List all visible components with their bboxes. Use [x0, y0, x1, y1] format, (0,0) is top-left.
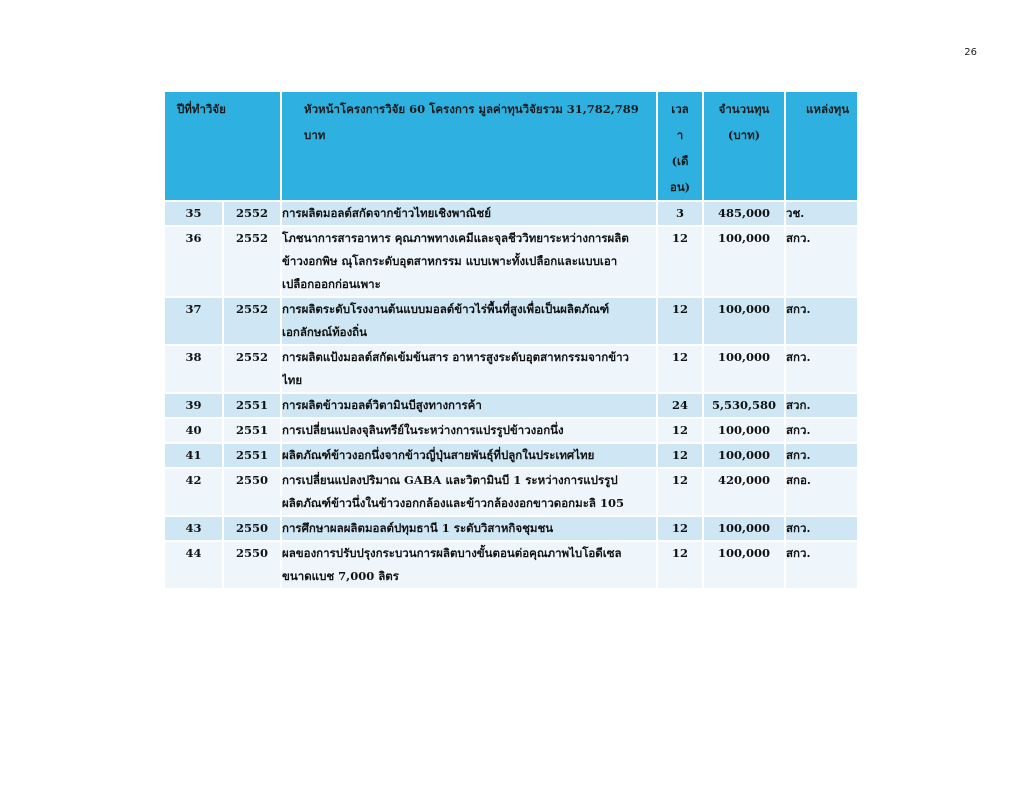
row-number-cell: 38 — [165, 346, 224, 394]
table-row — [165, 202, 859, 227]
row-number-cell: 44 — [165, 542, 224, 590]
row-budget-cell: 5,530,580 — [704, 394, 786, 419]
row-title-line: การผลิตมอลต์สกัดจากข้าวไทยเชิงพาณิชย์ — [282, 206, 491, 220]
header-funding-source: แหล่งทุน — [786, 92, 859, 202]
row-title-cell — [282, 394, 658, 419]
table-row — [165, 542, 859, 590]
table-row — [165, 346, 859, 394]
row-year-cell: 2550 — [224, 517, 282, 542]
row-title-cell — [282, 227, 658, 298]
header-months-line: า — [676, 128, 684, 142]
header-duration-months — [658, 92, 704, 202]
table-row — [165, 298, 859, 346]
page-number: 26 — [964, 47, 977, 58]
row-title-line: การผลิตข้าวมอลต์วิตามินบีสูงทางการค้า — [282, 398, 482, 412]
row-number-cell: 36 — [165, 227, 224, 298]
row-months-cell: 12 — [658, 298, 704, 346]
row-months-cell: 12 — [658, 517, 704, 542]
row-number-cell: 42 — [165, 469, 224, 517]
row-budget-cell: 100,000 — [704, 419, 786, 444]
row-title-line: ผลของการปรับปรุงกระบวนการผลิตบางขั้นตอนต่อคุณภาพไบโอดีเซล — [282, 546, 622, 560]
row-budget-cell: 420,000 — [704, 469, 786, 517]
row-title-line: การเปลี่ยนแปลงปริมาณ GABA และวิตามินบี 1 ระหว่างการแปรรูป — [282, 473, 618, 487]
row-budget-cell: 485,000 — [704, 202, 786, 227]
row-months-cell: 12 — [658, 469, 704, 517]
row-title-line: ขนาดแบช 7,000 ลิตร — [282, 569, 399, 583]
row-title-cell — [282, 298, 658, 346]
table-header-row — [165, 92, 859, 202]
row-source-cell: สกว. — [786, 298, 859, 346]
row-year-cell: 2550 — [224, 469, 282, 517]
header-months-line: อน) — [669, 180, 691, 194]
row-budget-cell: 100,000 — [704, 346, 786, 394]
row-source-cell: วช. — [786, 202, 859, 227]
row-year-cell: 2551 — [224, 444, 282, 469]
row-year-cell: 2552 — [224, 202, 282, 227]
row-budget-cell: 100,000 — [704, 542, 786, 590]
row-number-cell: 41 — [165, 444, 224, 469]
row-title-cell — [282, 469, 658, 517]
research-projects-table — [165, 92, 859, 590]
row-source-cell: สกว. — [786, 227, 859, 298]
row-source-cell: สกว. — [786, 444, 859, 469]
row-title-line: ข้าวงอกพิษ ณุโลกระดับอุตสาหกรรม แบบเพาะทั้งเปลือกและแบบเอา — [282, 254, 618, 268]
table-row — [165, 469, 859, 517]
row-months-cell: 3 — [658, 202, 704, 227]
row-title-line: การผลิตระดับโรงงานต้นแบบมอลต์ข้าวไร่พื้นที่สูงเพื่อเป็นผลิตภัณฑ์ — [282, 302, 610, 316]
row-number-cell: 37 — [165, 298, 224, 346]
table-row — [165, 517, 859, 542]
row-months-cell: 12 — [658, 444, 704, 469]
row-year-cell: 2552 — [224, 346, 282, 394]
row-title-cell — [282, 346, 658, 394]
row-source-cell: สกอ. — [786, 469, 859, 517]
row-year-cell: 2551 — [224, 394, 282, 419]
row-title-line: ผลิตภัณฑ์ข้าวงอกนึ่งจากข้าวญี่ปุ่นสายพันธุ์ที่ปลูกในประเทศไทย — [282, 448, 595, 462]
header-months-line: เวล — [671, 102, 689, 116]
row-year-cell: 2552 — [224, 227, 282, 298]
row-source-cell: สกว. — [786, 346, 859, 394]
row-title-cell — [282, 444, 658, 469]
header-budget-line: (บาท) — [727, 128, 761, 142]
row-months-cell: 12 — [658, 542, 704, 590]
row-budget-cell: 100,000 — [704, 444, 786, 469]
row-year-cell: 2552 — [224, 298, 282, 346]
row-months-cell: 12 — [658, 227, 704, 298]
table-row — [165, 227, 859, 298]
table-row — [165, 394, 859, 419]
row-source-cell: สกว. — [786, 542, 859, 590]
row-title-cell — [282, 202, 658, 227]
header-budget — [704, 92, 786, 202]
row-source-cell: สวก. — [786, 394, 859, 419]
row-title-cell — [282, 517, 658, 542]
row-title-line: ไทย — [282, 373, 303, 387]
row-title-line: การผลิตแป้งมอลต์สกัดเข้มข้นสาร อาหารสูงระดับอุตสาหกรรมจากข้าว — [282, 350, 629, 364]
row-budget-cell: 100,000 — [704, 517, 786, 542]
row-months-cell: 24 — [658, 394, 704, 419]
header-budget-line: จำนวนทุน — [718, 102, 770, 116]
row-title-line: ผลิตภัณฑ์ข้าวนึ่งในข้าวงอกกล้องและข้าวกล้องงอกขาวดอกมะลิ 105 — [282, 496, 624, 510]
row-budget-cell: 100,000 — [704, 227, 786, 298]
header-months-line: (เดื — [671, 154, 689, 168]
row-months-cell: 12 — [658, 419, 704, 444]
row-title-line: การศึกษาผลผลิตมอลต์ปทุมธานี 1 ระดับวิสาหกิจชุมชน — [282, 521, 554, 535]
row-number-cell: 39 — [165, 394, 224, 419]
row-source-cell: สกว. — [786, 419, 859, 444]
row-title-cell — [282, 542, 658, 590]
row-title-cell — [282, 419, 658, 444]
row-title-line: เปลือกออกก่อนเพาะ — [282, 277, 381, 291]
row-number-cell: 35 — [165, 202, 224, 227]
table-row — [165, 444, 859, 469]
row-year-cell: 2551 — [224, 419, 282, 444]
row-budget-cell: 100,000 — [704, 298, 786, 346]
table-row — [165, 419, 859, 444]
header-year: ปีที่ทำวิจัย — [165, 92, 282, 202]
row-title-line: โภชนาการสารอาหาร คุณภาพทางเคมีและจุลชีววิทยาระหว่างการผลิต — [282, 231, 629, 245]
row-source-cell: สกว. — [786, 517, 859, 542]
row-number-cell: 43 — [165, 517, 224, 542]
row-year-cell: 2550 — [224, 542, 282, 590]
row-months-cell: 12 — [658, 346, 704, 394]
row-title-line: การเปลี่ยนแปลงจุลินทรีย์ในระหว่างการแปรรูปข้าวงอกนึ่ง — [282, 423, 564, 437]
row-number-cell: 40 — [165, 419, 224, 444]
header-project-title: หัวหน้าโครงการวิจัย 60 โครงการ มูลค่าทุนวิจัยรวม 31,782,789 บาท — [282, 92, 658, 202]
row-title-line: เอกลักษณ์ท้องถิ่น — [282, 325, 368, 339]
